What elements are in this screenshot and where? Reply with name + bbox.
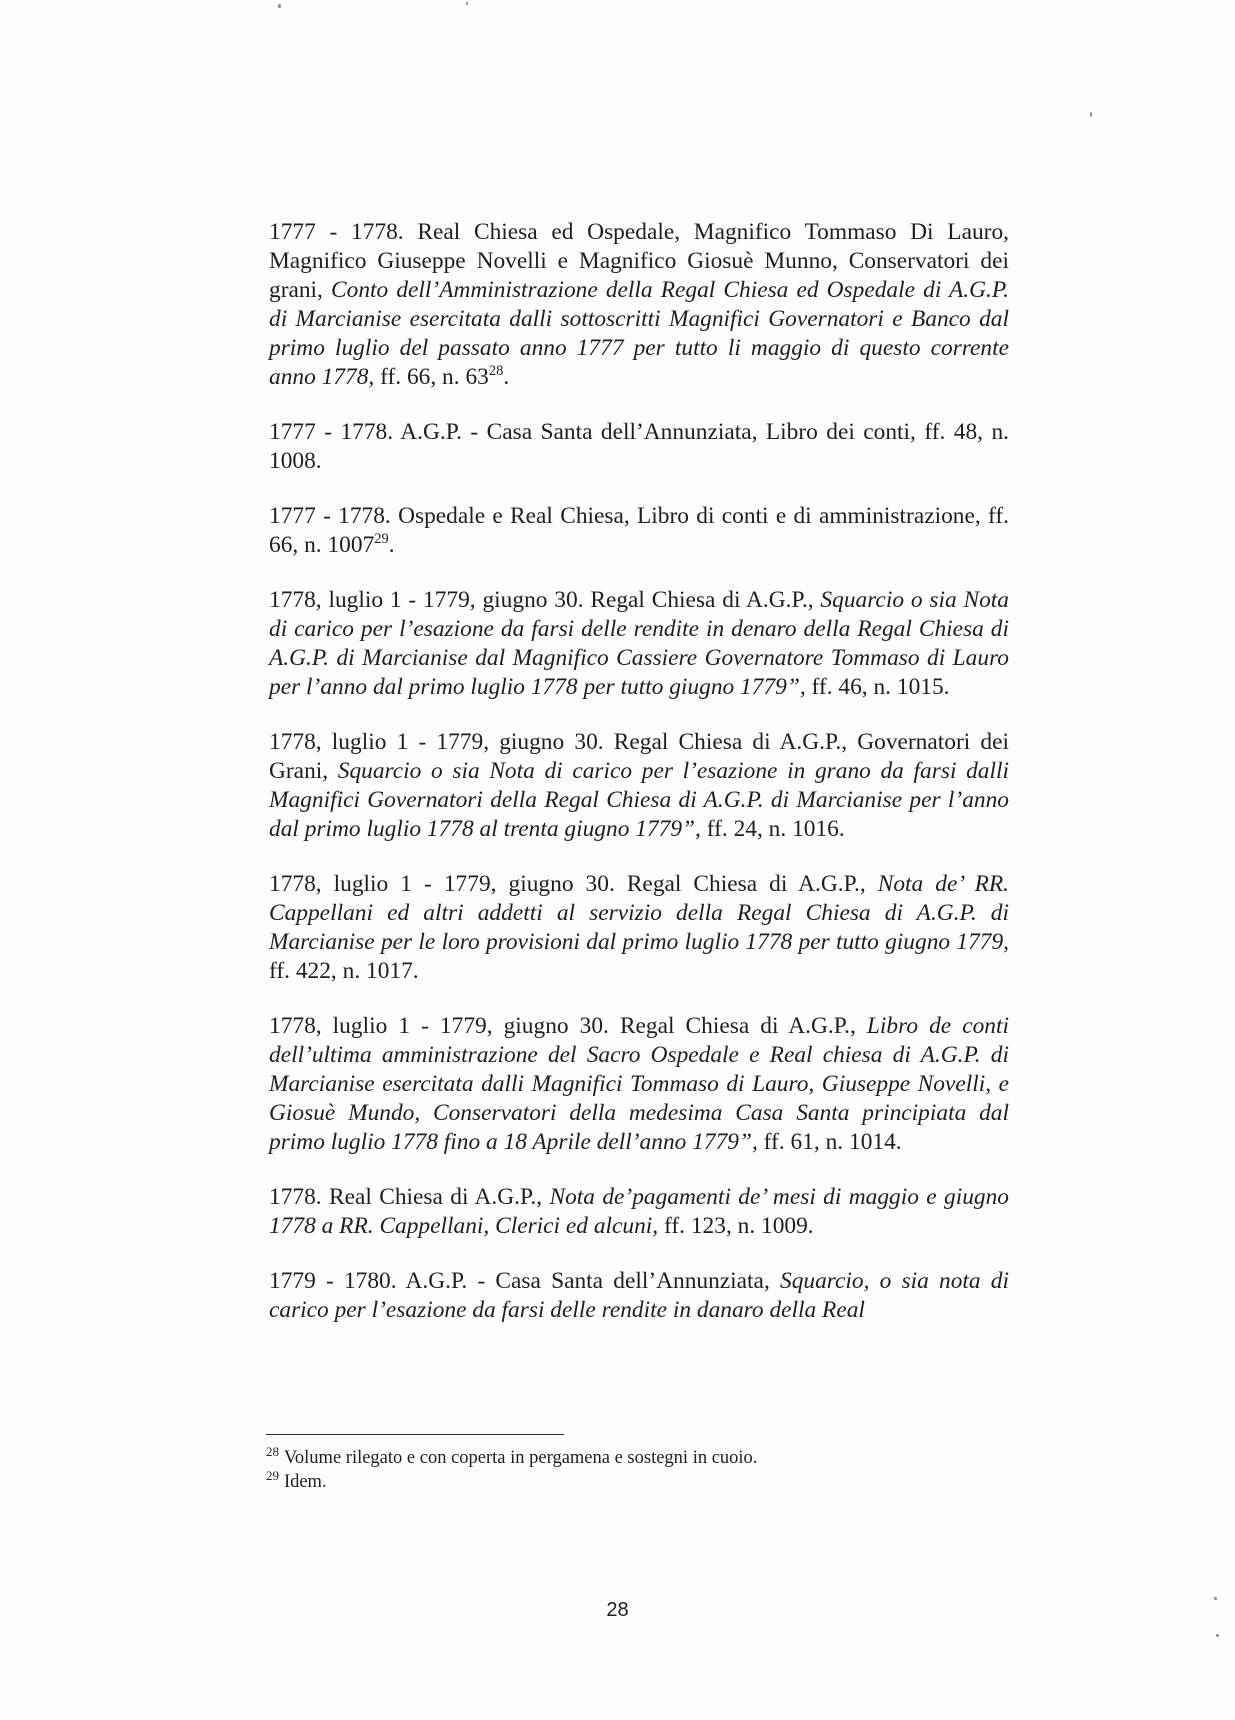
entry-title-italic: Nota de’pagamenti de’ mesi di maggio e giugno 1778 a RR. Cappellani, Clerici ed alcuni, — [269, 1184, 1009, 1239]
main-text — [269, 218, 1009, 1325]
entry-title-italic: Squarcio o sia Nota di carico per l’esazione da farsi delle rendite in denaro della Regal Chiesa di A.G.P. di Marcianise dal Magnifico Cassiere Governatore Tommaso di Lauro per l’anno dal primo luglio 1778 per tutto giugno 1779”, — [269, 587, 1009, 700]
entry-text: . — [503, 364, 510, 390]
footnote — [266, 1443, 1006, 1470]
catalog-entry — [269, 1267, 1009, 1325]
footnote-text: Volume rilegato e con coperta in pergamena e sostegni in cuoio. — [283, 1448, 758, 1468]
catalog-entry — [269, 728, 1009, 844]
scan-speck — [278, 4, 281, 8]
entry-text: 1778, luglio 1 - 1779, giugno 30. Regal Chiesa di A.G.P., Governatori dei Grani, — [269, 729, 1009, 784]
footnote-reference: 28 — [488, 363, 504, 380]
catalog-entry — [269, 502, 1009, 560]
catalog-entry — [269, 870, 1009, 986]
entry-text: ff. 46, n. 1015. — [805, 674, 950, 700]
footnote — [266, 1467, 1006, 1494]
catalog-entry — [269, 1012, 1009, 1157]
entry-text: 1777 - 1778. A.G.P. - Casa Santa dell’Annunziata, Libro dei conti, ff. 48, n. 1008. — [269, 419, 1009, 474]
entry-text: ff. 422, n. 1017. — [269, 958, 419, 984]
footnote-separator — [266, 1434, 564, 1435]
entry-text: 1778, luglio 1 - 1779, giugno 30. Regal Chiesa di A.G.P., — [269, 1013, 867, 1039]
scan-speck — [466, 2, 468, 5]
entry-title-italic: Libro de conti dell’ultima amministrazione del Sacro Ospedale e Real chiesa di A.G.P. di Marcianise esercitata dalli Magnifici Tommaso di Lauro, Giuseppe Novelli, e Giosuè Mundo, Conservatori della medesima Casa Santa principiata dal primo luglio 1778 fino a 18 Aprile dell’anno 1779”, — [269, 1013, 1009, 1155]
entry-text: 1778. Real Chiesa di A.G.P., — [269, 1184, 550, 1210]
catalog-entry — [269, 586, 1009, 702]
catalog-entry — [269, 418, 1009, 476]
scan-speck — [1090, 112, 1092, 117]
entry-title-italic: Squarcio, o sia nota di carico per l’esazione da farsi delle rendite in danaro della Real — [269, 1268, 1010, 1323]
footnote-text: Idem. — [283, 1472, 327, 1492]
entry-text: 1778, luglio 1 - 1779, giugno 30. Regal Chiesa di A.G.P., — [269, 871, 878, 897]
entry-text: ff. 24, n. 1016. — [700, 816, 845, 842]
entry-text: 1778, luglio 1 - 1779, giugno 30. Regal Chiesa di A.G.P., — [269, 587, 821, 613]
footnote-reference: 29 — [374, 531, 389, 548]
entry-text: ff. 61, n. 1014. — [757, 1129, 902, 1155]
entry-title-italic: Nota de’ RR. Cappellani ed altri addetti al servizio della Regal Chiesa di A.G.P. di Marcianise per le loro provisioni dal primo luglio 1778 per tutto giugno 1779, — [269, 871, 1009, 955]
entry-text: 1777 - 1778. Real Chiesa ed Ospedale, Magnifico Tommaso Di Lauro, Magnifico Giuseppe Novelli e Magnifico Giosuè Munno, Conservatori dei grani, — [269, 219, 1009, 303]
entry-text: ff. 66, n. 63 — [374, 364, 489, 390]
footnotes — [266, 1443, 1006, 1494]
footnote-number: 29 — [266, 1467, 279, 1483]
catalog-entry — [269, 218, 1009, 392]
catalog-entry — [269, 1183, 1009, 1241]
entry-text: 1777 - 1778. Ospedale e Real Chiesa, Libro di conti e di amministrazione, ff. 66, n. 1007 — [269, 503, 1009, 558]
scan-speck — [1216, 1634, 1219, 1637]
entry-text: 1779 - 1780. A.G.P. - Casa Santa dell’Annunziata, — [269, 1268, 780, 1294]
entry-title-italic: Squarcio o sia Nota di carico per l’esazione in grano da farsi dalli Magnifici Governatori della Regal Chiesa di A.G.P. di Marcianise per l’anno dal primo luglio 1778 al trenta giugno 1779”, — [269, 758, 1009, 842]
entry-text: . — [388, 532, 395, 558]
entry-text: ff. 123, n. 1009. — [658, 1213, 814, 1239]
footnote-number: 28 — [266, 1443, 279, 1459]
page-number: 28 — [606, 1599, 629, 1621]
entry-title-italic: Conto dell’Amministrazione della Regal Chiesa ed Ospedale di A.G.P. di Marcianise esercitata dalli sottoscritti Magnifici Governatori e Banco dal primo luglio del passato anno 1777 per tutto li maggio di questo corrente anno 1778, — [269, 277, 1010, 390]
